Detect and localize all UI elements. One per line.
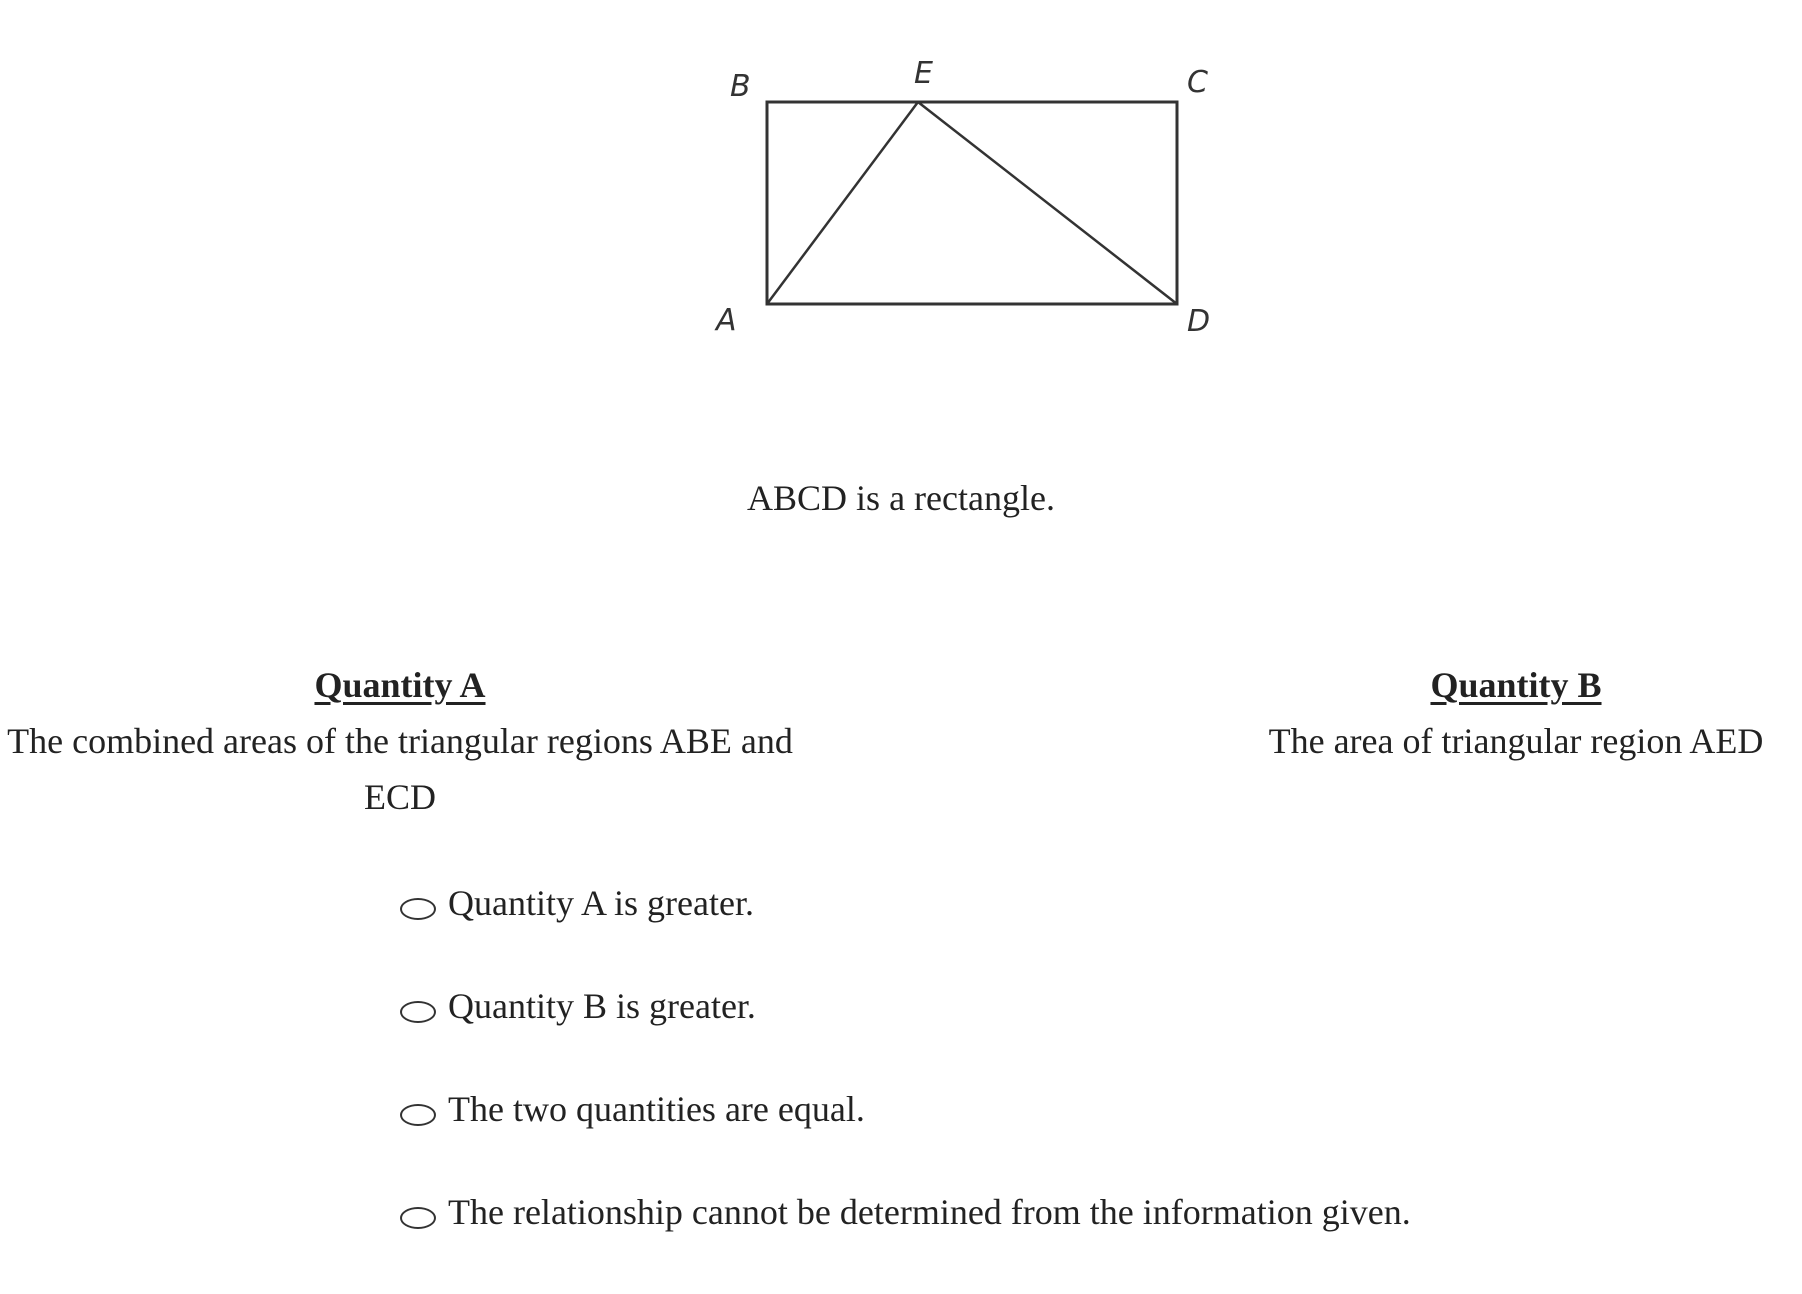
quantity-b-text: The area of triangular region AED: [1268, 721, 1764, 761]
vertex-label-c: C: [1187, 65, 1208, 100]
answer-choice-label: Quantity B is greater.: [448, 986, 756, 1026]
radio-button-icon[interactable]: [400, 1104, 436, 1126]
answer-choice-a[interactable]: [400, 882, 1411, 985]
vertex-label-e: E: [914, 56, 933, 91]
radio-button-icon[interactable]: [400, 898, 436, 920]
rectangle-abcd: [767, 102, 1177, 304]
segment-ed: [918, 102, 1177, 304]
answer-choice-d[interactable]: [400, 1191, 1411, 1294]
vertex-label-a: A: [716, 303, 737, 338]
quantity-a-heading: Quantity A: [314, 665, 486, 705]
vertex-label-b: B: [730, 69, 751, 104]
quantity-a-column: [0, 657, 800, 825]
quantity-b-column: [1230, 657, 1802, 769]
answer-choice-label: The relationship cannot be determined from the information given.: [448, 1192, 1411, 1232]
answer-choice-label: Quantity A is greater.: [448, 883, 754, 923]
answer-choice-b[interactable]: [400, 985, 1411, 1088]
stimulus-text: ABCD is a rectangle.: [747, 478, 1055, 518]
answer-choice-label: The two quantities are equal.: [448, 1089, 865, 1129]
segment-ae: [767, 102, 918, 304]
quantity-b-heading: Quantity B: [1430, 665, 1602, 705]
answer-choice-c[interactable]: [400, 1088, 1411, 1191]
quantity-a-text: The combined areas of the triangular regions ABE and ECD: [7, 721, 793, 817]
rectangle-figure: [700, 40, 1240, 360]
radio-button-icon[interactable]: [400, 1207, 436, 1229]
radio-button-icon[interactable]: [400, 1001, 436, 1023]
answer-choices: [400, 882, 1411, 1294]
vertex-label-d: D: [1187, 304, 1211, 339]
